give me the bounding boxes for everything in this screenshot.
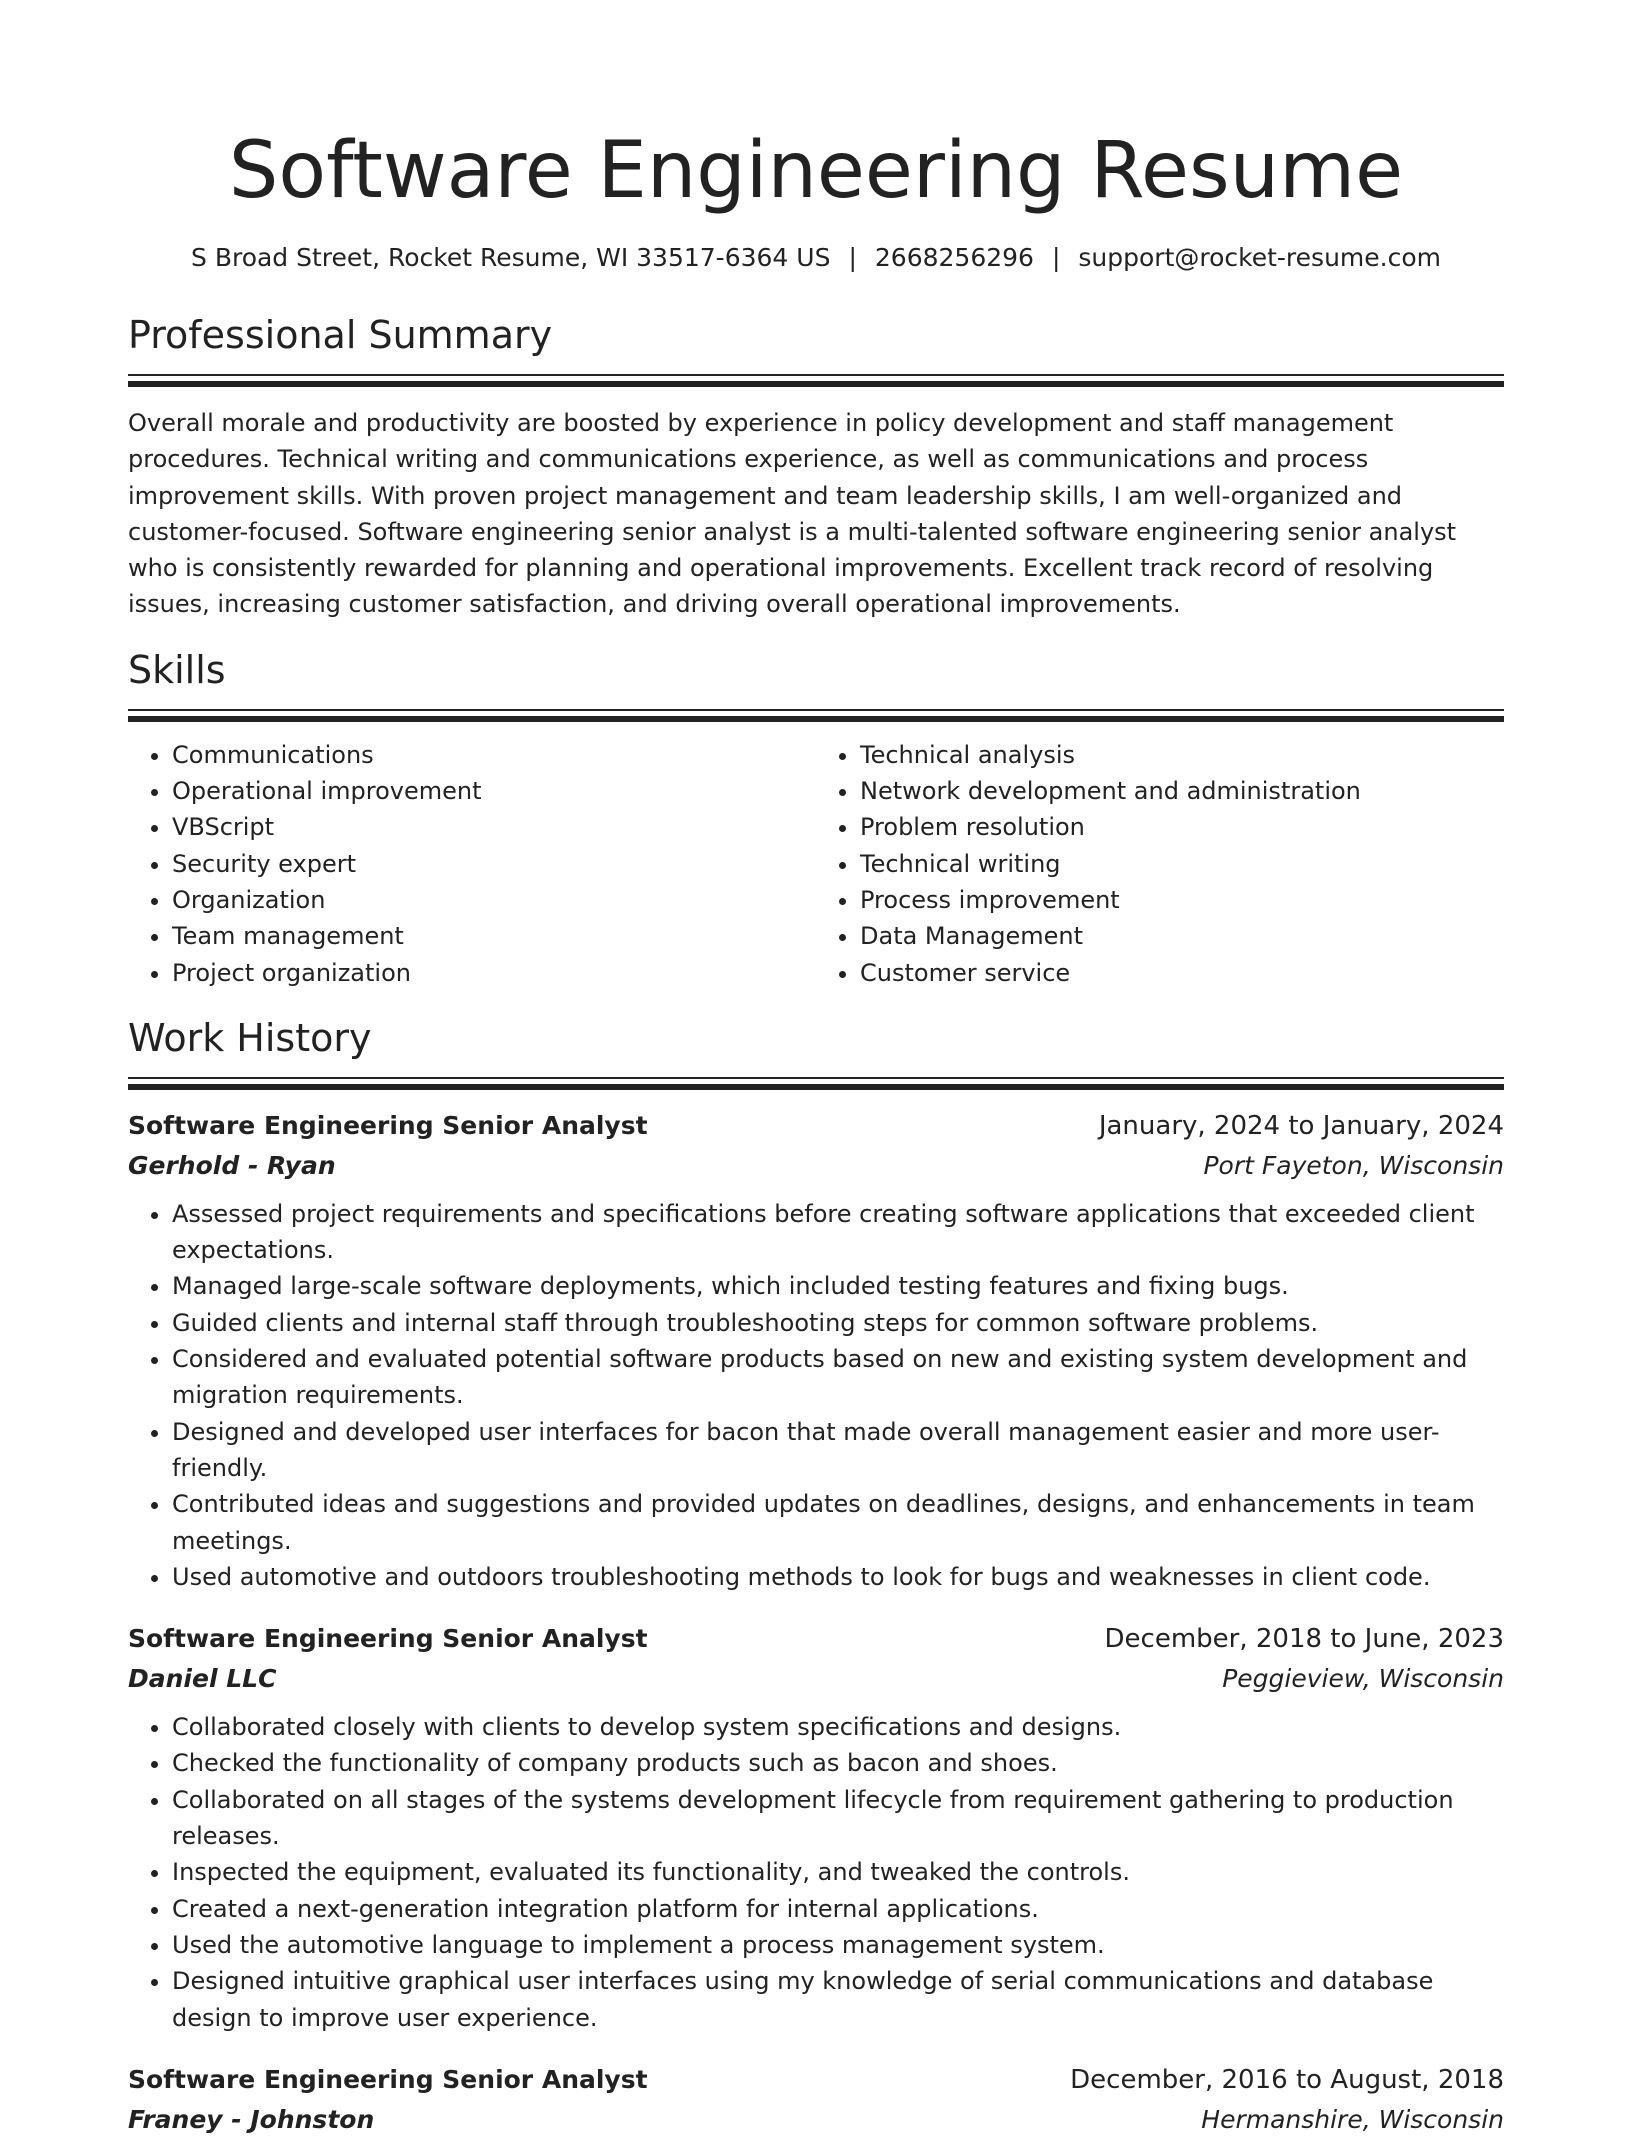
job-location: Hermanshire, Wisconsin: [1201, 2104, 1504, 2134]
contact-separator: |: [848, 243, 857, 272]
job-location: Peggieview, Wisconsin: [1222, 1664, 1504, 1694]
contact-address: S Broad Street, Rocket Resume, WI 33517-6364 US: [191, 243, 831, 272]
work-history-heading: Work History: [128, 1015, 372, 1060]
job-dates: December, 2018 to June, 2023: [1104, 1624, 1504, 1655]
job-bullet: • Created a next-generation integration platform for internal applications.: [172, 1891, 1504, 1927]
skill-item: • Problem resolution: [860, 809, 1504, 845]
job-bullet: • Designed intuitive graphical user interfaces using my knowledge of serial communications and database design to improve user experience.: [172, 1963, 1504, 2036]
job-title: Software Engineering Senior Analyst: [128, 2064, 648, 2094]
job-bullet: • Collaborated on all stages of the systems development lifecycle from requirement gathering to production releases.: [172, 1782, 1504, 1855]
contact-phone: 2668256296: [874, 243, 1034, 272]
job-entry: [128, 1106, 1504, 1595]
skills-column-left: [128, 737, 816, 991]
skill-item: • Technical analysis: [860, 737, 1504, 773]
section-divider: [128, 374, 1504, 387]
contact-line: [128, 240, 1504, 276]
job-location: Port Fayeton, Wisconsin: [1203, 1150, 1504, 1180]
job-company: Gerhold - Ryan: [128, 1150, 336, 1180]
job-dates: January, 2024 to January, 2024: [1098, 1110, 1504, 1141]
job-header-row: [128, 1106, 1504, 1146]
document-title: Software Engineering Resume: [228, 126, 1404, 216]
skills-section: [128, 645, 1504, 991]
job-title: Software Engineering Senior Analyst: [128, 1624, 648, 1654]
section-divider: [128, 1077, 1504, 1090]
skills-column-right: [816, 737, 1504, 991]
job-bullet: • Contributed ideas and suggestions and provided updates on deadlines, designs, and enhancements in team meetings.: [172, 1486, 1504, 1559]
summary-section: [128, 310, 1504, 623]
job-bullet: • Guided clients and internal staff through troubleshooting steps for common software problems.: [172, 1305, 1504, 1341]
job-bullet: • Designed and developed user interfaces for bacon that made overall management easier and more user-friendly.: [172, 1414, 1504, 1487]
job-company-row: [128, 1146, 1504, 1186]
contact-email: support@rocket-resume.com: [1078, 243, 1441, 272]
summary-heading: Professional Summary: [128, 313, 553, 357]
section-divider: [128, 709, 1504, 722]
job-header-row: [128, 1619, 1504, 1659]
skill-item: • VBScript: [172, 809, 816, 845]
job-bullet: • Collaborated closely with clients to develop system specifications and designs.: [172, 1709, 1504, 1745]
skill-item: • Organization: [172, 882, 816, 918]
summary-text: Overall morale and productivity are boosted by experience in policy development and staff management procedures. Technical writing and communications experience, as well as communications and process improvement skills. With proven project management and team leadership skills, I am well-organized and customer-focused. Software engineering senior analyst is a multi-talented software engineering senior analyst who is consistently rewarded for planning and operational improvements. Excellent track record of resolving issues, increasing customer satisfaction, and driving overall operational improvements.: [128, 409, 1457, 619]
skills-heading: Skills: [128, 647, 226, 692]
skill-item: • Technical writing: [860, 846, 1504, 882]
job-bullet: • Managed large-scale software deployments, which included testing features and fixing bugs.: [172, 1268, 1504, 1304]
skill-item: • Customer service: [860, 955, 1504, 991]
job-entry: [128, 1619, 1504, 2036]
skill-item: • Network development and administration: [860, 773, 1504, 809]
skill-item: • Operational improvement: [172, 773, 816, 809]
skill-item: • Data Management: [860, 918, 1504, 954]
contact-separator: |: [1051, 243, 1061, 272]
skills-grid: [128, 737, 1504, 991]
job-company-row: [128, 1659, 1504, 1699]
skill-item: • Security expert: [172, 846, 816, 882]
job-title: Software Engineering Senior Analyst: [128, 1110, 648, 1140]
job-bullet: • Considered and evaluated potential software products based on new and existing system development and migration requirements.: [172, 1341, 1504, 1414]
job-company: Daniel LLC: [128, 1664, 277, 1694]
job-bullet: • Used automotive and outdoors troubleshooting methods to look for bugs and weaknesses in client code.: [172, 1559, 1504, 1595]
job-bullet: • Used the automotive language to implement a process management system.: [172, 1927, 1504, 1963]
job-header-row: [128, 2060, 1504, 2100]
job-bullet: • Checked the functionality of company products such as bacon and shoes.: [172, 1745, 1504, 1781]
skill-item: • Team management: [172, 918, 816, 954]
job-entry: [128, 2060, 1504, 2140]
job-bullet: • Assessed project requirements and specifications before creating software applications that exceeded client expectations.: [172, 1196, 1504, 1269]
skill-item: • Project organization: [172, 955, 816, 991]
skill-item: • Communications: [172, 737, 816, 773]
job-dates: December, 2016 to August, 2018: [1070, 2064, 1504, 2095]
job-bullet: • Inspected the equipment, evaluated its functionality, and tweaked the controls.: [172, 1854, 1504, 1890]
skill-item: • Process improvement: [860, 882, 1504, 918]
work-history-section: [128, 1013, 1504, 2140]
job-company: Franey - Johnston: [128, 2104, 375, 2134]
job-company-row: [128, 2100, 1504, 2140]
